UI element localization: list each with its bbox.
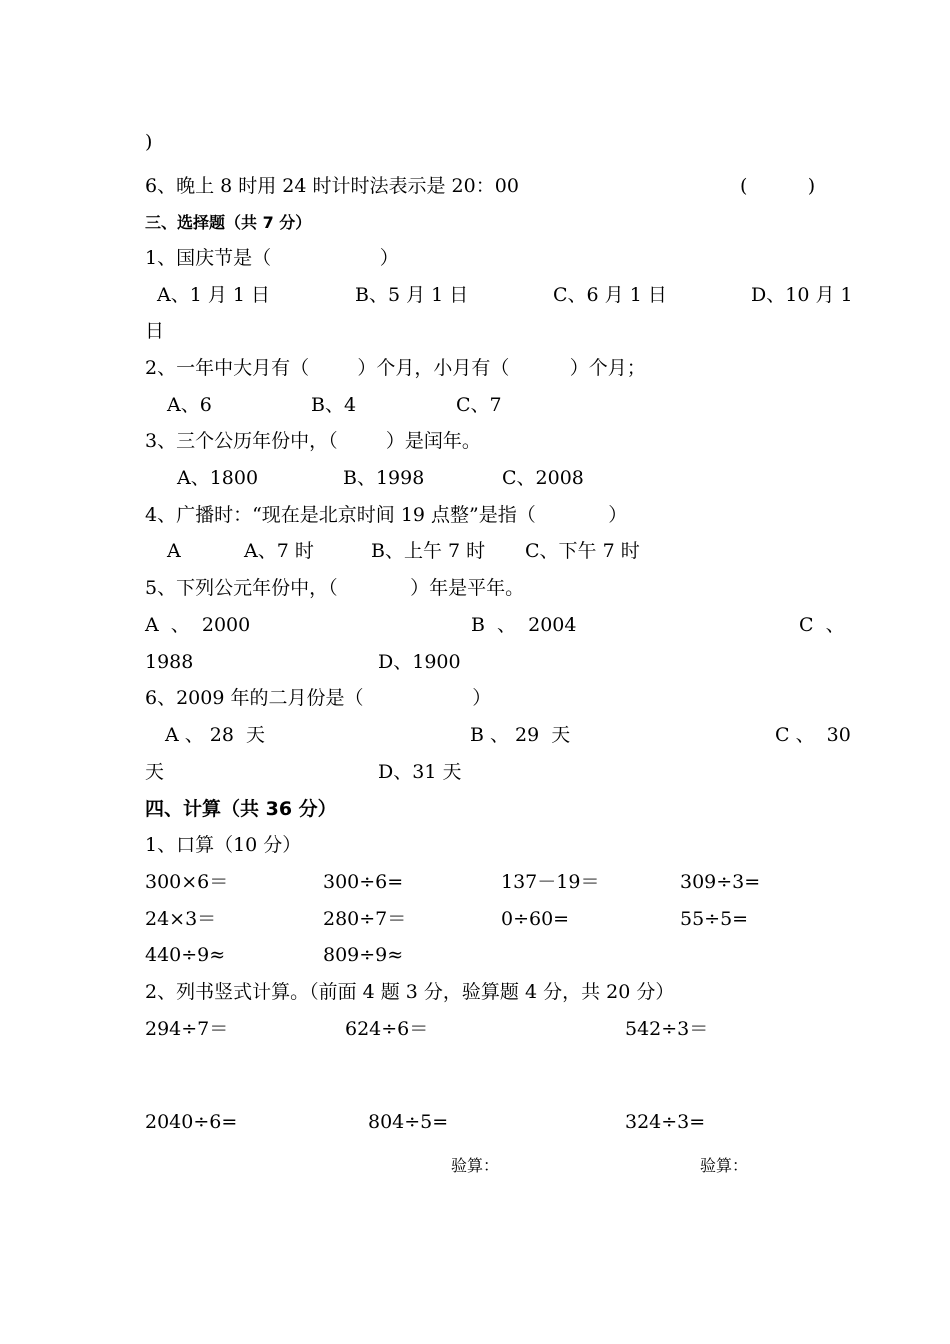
vertical-calc-item: 804÷5= — [368, 1111, 449, 1133]
vertical-calc-item: 294÷7＝ — [145, 1018, 229, 1040]
q2-option-a: A、6 — [167, 394, 212, 416]
section4-heading: 四、计算（共 36 分） — [145, 798, 337, 820]
q5-option-b: B 、 2004 — [471, 614, 577, 636]
choice-question-1: 1、国庆节是（ ） — [145, 247, 399, 269]
q1-option-b: B、5 月 1 日 — [355, 284, 469, 306]
choice-question-6: 6、2009 年的二月份是（ ） — [145, 687, 492, 709]
check-label: 验算： — [451, 1156, 500, 1175]
q1-option-c: C、6 月 1 日 — [553, 284, 667, 306]
oral-calc-item: 280÷7＝ — [323, 908, 407, 930]
oral-calc-item: 440÷9≈ — [145, 944, 226, 966]
oral-calc-item: 0÷60= — [501, 908, 570, 930]
q2-option-b: B、4 — [311, 394, 357, 416]
check-label: 验算： — [700, 1156, 749, 1175]
vertical-calc-heading: 2、列书竖式计算。（前面 4 题 3 分，验算题 4 分，共 20 分） — [145, 981, 675, 1003]
q6-option-d: D、31 天 — [378, 761, 462, 783]
section3-heading: 三、选择题（共 7 分） — [145, 213, 312, 232]
q3-option-a: A、1800 — [177, 467, 259, 489]
q4-option-b: B、上午 7 时 — [371, 540, 486, 562]
judge-question-6-blank: ( ) — [740, 175, 816, 197]
q6-option-c: C 、 30 — [775, 724, 851, 746]
q3-option-b: B、1998 — [343, 467, 425, 489]
choice-question-2: 2、一年中大月有（ ）个月，小月有（ ）个月； — [145, 357, 646, 379]
oral-calc-item: 309÷3= — [680, 871, 761, 893]
vertical-calc-item: 624÷6＝ — [345, 1018, 429, 1040]
oral-calc-item: 24×3＝ — [145, 908, 217, 930]
choice-question-5: 5、下列公元年份中，（ ）年是平年。 — [145, 577, 525, 599]
q3-option-c: C、2008 — [502, 467, 584, 489]
q4-option-c: C、下午 7 时 — [525, 540, 640, 562]
q6-option-c-wrap: 天 — [145, 761, 165, 783]
q4-prefix: A — [167, 540, 181, 562]
q1-option-d: D、10 月 1 — [751, 284, 853, 306]
paren-close: ) — [145, 131, 153, 153]
q5-option-c: C 、 — [799, 614, 845, 636]
vertical-calc-item: 2040÷6= — [145, 1111, 238, 1133]
q5-option-c-wrap: 1988 — [145, 651, 194, 673]
q1-option-d-wrap: 日 — [145, 320, 165, 342]
oral-calc-item: 137－19＝ — [501, 871, 600, 893]
q2-option-c: C、7 — [456, 394, 502, 416]
q6-option-b: B 、 29 天 — [470, 724, 571, 746]
oral-calc-item: 300÷6= — [323, 871, 404, 893]
oral-calc-heading: 1、口算（10 分） — [145, 834, 302, 856]
q1-option-a: A、1 月 1 日 — [157, 284, 271, 306]
choice-question-3: 3、三个公历年份中，（ ）是闰年。 — [145, 430, 481, 452]
oral-calc-item: 300×6＝ — [145, 871, 229, 893]
judge-question-6: 6、晚上 8 时用 24 时计时法表示是 20：00 — [145, 175, 519, 197]
choice-question-4: 4、广播时：“现在是北京时间 19 点整”是指（ ） — [145, 504, 628, 526]
q4-option-a: A、7 时 — [244, 540, 314, 562]
vertical-calc-item: 542÷3＝ — [625, 1018, 709, 1040]
q5-option-a: A 、 2000 — [145, 614, 251, 636]
oral-calc-item: 55÷5= — [680, 908, 749, 930]
vertical-calc-item: 324÷3= — [625, 1111, 706, 1133]
q6-option-a: A 、 28 天 — [165, 724, 266, 746]
oral-calc-item: 809÷9≈ — [323, 944, 404, 966]
q5-option-d: D、1900 — [378, 651, 461, 673]
